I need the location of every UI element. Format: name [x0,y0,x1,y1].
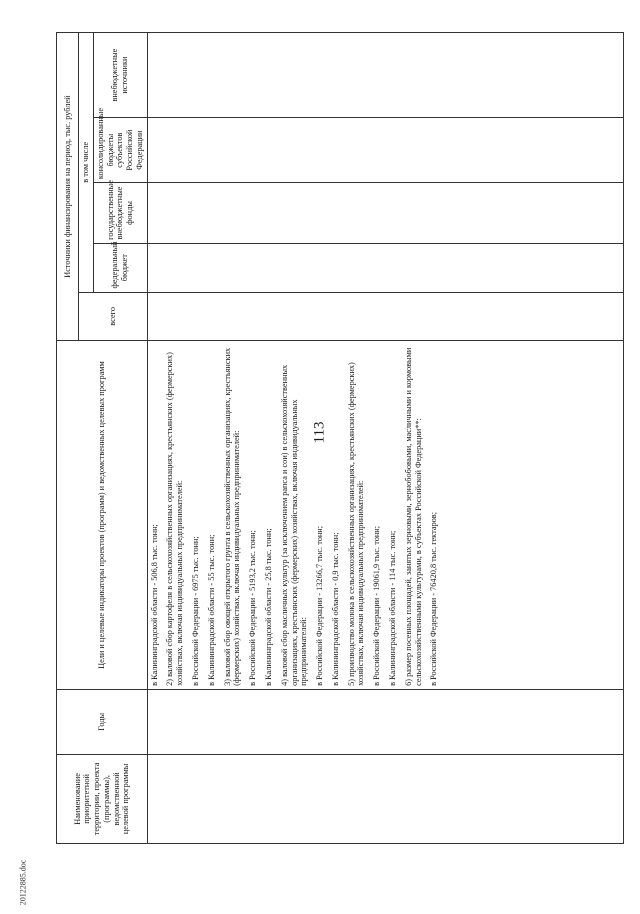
indicator-line: в Российской Федерации - 76420,8 тыс. гектаров; [429,511,439,686]
document-filename: 20122885.doc [18,859,28,906]
cell-regional [147,118,623,183]
indicator-line: 2) валовой сбор картофеля в сельскохозяйственных организациях, крестьянских (фермерских) хозяйствах, включая индивидуальных предпринимателей: [165,352,185,686]
indicator-line: 3) валовой сбор овощей открытого грунта в сельскохозяйственных организациях, крестьянских (фермерских) хозяйствах, включая индивидуальных предпринимателей: [222,347,242,686]
cell-years [147,689,623,754]
indicator-line: в Калининградской области - 25,8 тыс. тонн; [263,528,273,686]
cell-federal [147,243,623,292]
indicator-line: 4) валовой сбор масличных культур (за исключением рапса и сои) в сельскохозяйственных организациях, крестьянских (фермерских) хозяйствах, включая индивидуальных предпринимателей: [279,364,309,686]
indicator-line: в Российской Федерации - 5193,2 тыс. тонн; [248,530,258,686]
header-total: всего [79,292,148,341]
header-federal: федеральный бюджет [93,243,147,292]
indicator-line: в Калининградской области - 0,9 тыс. тонн; [330,532,340,686]
indicator-line: в Калининградской области - 55 тыс. тонн; [206,534,216,686]
indicator-line: в Российской Федерации - 19061,9 тыс. тонн; [372,525,382,686]
indicator-line: в Калининградской области - 506,8 тыс. тонн; [149,524,159,686]
cell-state-funds [147,183,623,244]
financing-table [56,32,624,844]
indicator-line: 6) размер посевных площадей, занятых зерновыми, зернобобовыми, масличными и кормовыми сельскохозяйственными культурами, в субъектах Российской Федерации**: [403,347,423,686]
header-state-funds: государственные внебюджетные фонды [93,183,147,244]
header-years: Годы [57,689,148,754]
cell-extrabudget [147,33,623,118]
indicator-line: в Калининградской области - 114 тыс. тонн; [387,530,397,686]
header-including: в том числе [79,33,94,293]
indicator-line: в Российской Федерации - 6975 тыс. тонн; [191,536,201,686]
table-row [147,33,623,844]
cell-indicators [147,341,623,690]
header-extrabudget: внебюджетные источники [93,33,147,118]
cell-total [147,292,623,341]
rotated-table-container [56,32,624,844]
cell-name [147,754,623,843]
indicator-line: 5) производство молока в сельскохозяйственных организациях, крестьянских (фермерских) хозяйствах, включая индивидуальных предпринимателей: [346,362,366,686]
header-regional: консолидированные бюджеты субъектов Российской Федерации [93,118,147,183]
header-goals: Цели и целевые индикаторы проектов (программ) и ведомственных целевых программ [57,341,148,690]
header-name: Наименование приоритетной территории, проекта (программы), ведомственной целевой программы [57,754,148,843]
page-number: 113 [311,421,328,444]
header-financing: Источники финансирования на период, тыс. рублей [57,33,79,341]
indicator-line: в Российской Федерации - 13266,7 тыс. тонн; [315,525,325,686]
